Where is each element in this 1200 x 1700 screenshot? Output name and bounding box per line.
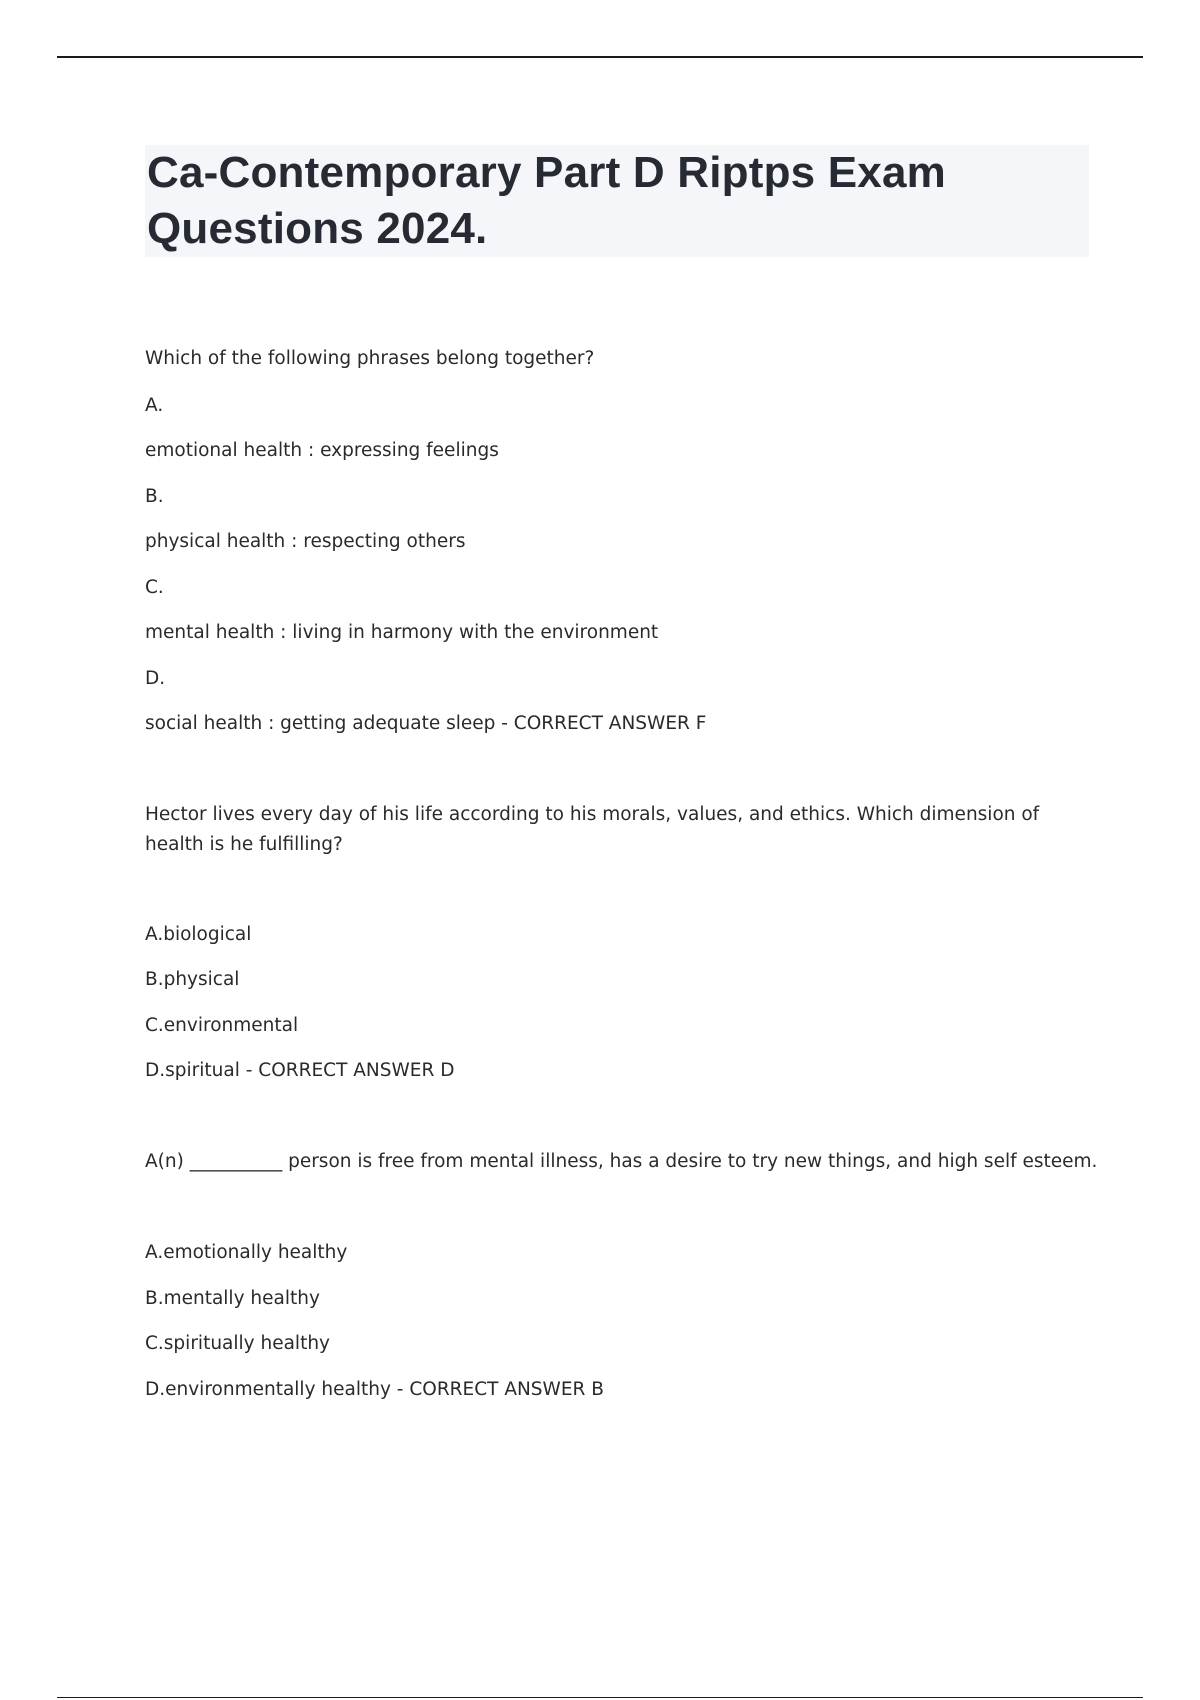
- question-1-option-d-answer: social health : getting adequate sleep - CORRECT ANSWER F: [145, 713, 707, 734]
- question-2-option-c: C.environmental: [145, 1015, 299, 1036]
- question-3-option-a: A.emotionally healthy: [145, 1242, 348, 1263]
- question-1-option-a-text: emotional health : expressing feelings: [145, 440, 499, 461]
- question-3-option-d-answer: D.environmentally healthy - CORRECT ANSWER B: [145, 1379, 604, 1400]
- question-1-option-b-label: B.: [145, 486, 164, 507]
- question-1-option-b-text: physical health : respecting others: [145, 531, 466, 552]
- question-2-option-d-answer: D.spiritual - CORRECT ANSWER D: [145, 1060, 455, 1081]
- document-title: Ca-Contemporary Part D Riptps Exam Questions 2024.: [147, 148, 946, 253]
- bottom-rule: [57, 1697, 1143, 1698]
- top-rule: [57, 56, 1143, 58]
- question-1-option-a-label: A.: [145, 395, 164, 416]
- title-block: [145, 145, 1089, 257]
- question-1-option-c-text: mental health : living in harmony with the environment: [145, 622, 659, 643]
- question-3-prompt: A(n) __________ person is free from mental illness, has a desire to try new things, and high self esteem.: [145, 1151, 1098, 1172]
- question-3-option-b: B.mentally healthy: [145, 1288, 320, 1309]
- question-2-option-a: A.biological: [145, 924, 252, 945]
- question-1-option-c-label: C.: [145, 577, 164, 598]
- question-3-option-c: C.spiritually healthy: [145, 1333, 330, 1354]
- question-1-option-d-label: D.: [145, 668, 166, 689]
- question-2-prompt: Hector lives every day of his life according to his morals, values, and ethics. Which dimension of health is he fulfilling?: [145, 804, 1040, 855]
- question-2-option-b: B.physical: [145, 969, 240, 990]
- question-1-prompt: Which of the following phrases belong together?: [145, 348, 595, 369]
